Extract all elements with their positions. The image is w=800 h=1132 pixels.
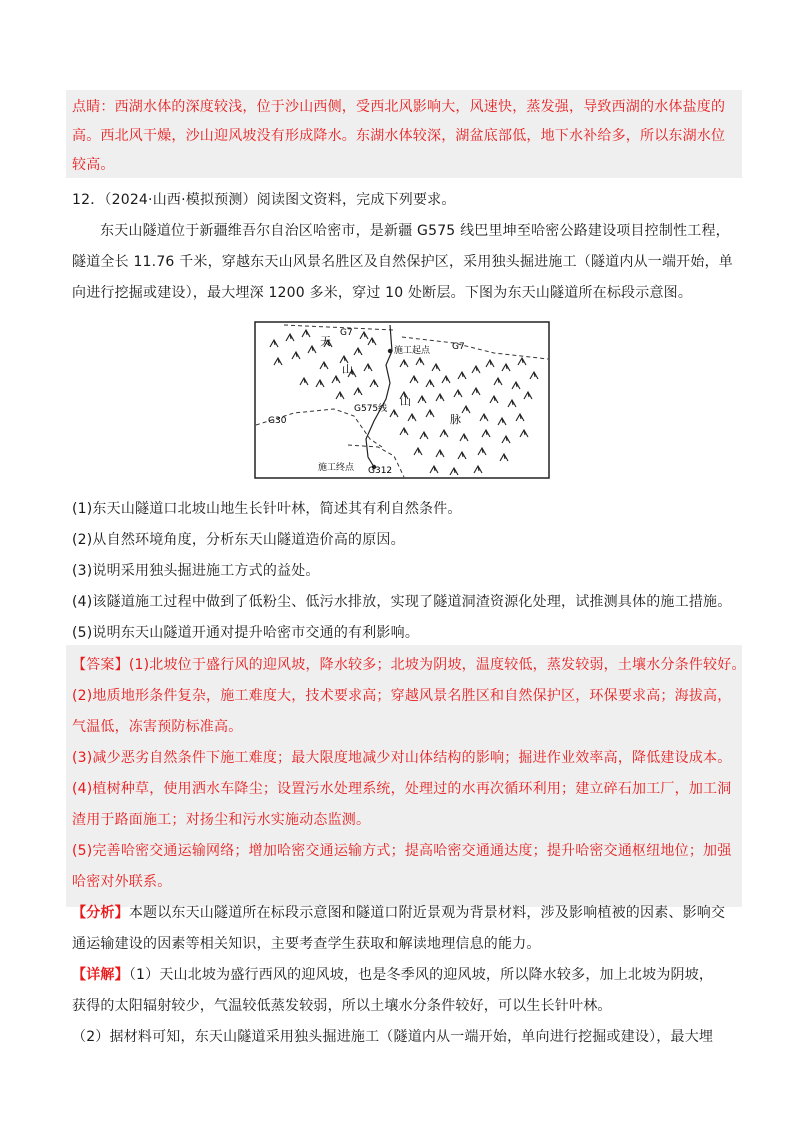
label-g7-top: G7 <box>340 328 353 338</box>
sub-question-2: (2)从自然环境角度，分析东天山隧道造价高的原因。 <box>72 532 405 548</box>
answer-line-7: (5)完善哈密交通运输网络；增加哈密交通运输方式；提高哈密交通通达度；提升哈密交通枢纽地位；加强 <box>72 843 732 859</box>
question-header: 12．（2024·山西·模拟预测）阅读图文资料，完成下列要求。 <box>72 192 456 208</box>
answer-line-3: 气温低，冻害预防标准高。 <box>72 719 243 735</box>
label-g30: G30 <box>268 416 287 426</box>
sub-question-3: (3)说明采用独头掘进施工方式的益处。 <box>72 563 320 579</box>
intro-line-3: 向进行挖掘或建设），最大埋深 1200 多米，穿过 10 处断层。下图为东天山隧道所在标段示意图。 <box>72 285 693 301</box>
answer-line-5: (4)植树种草，使用洒水车降尘；设置污水处理系统，处理过的水再次循环利用；建立碎石加工厂，加工洞 <box>72 781 732 797</box>
sub-question-1: (1)东天山隧道口北坡山地生长针叶林，简述其有利自然条件。 <box>72 501 462 517</box>
label-shan-2: 山 <box>400 395 411 408</box>
intro-line-2: 隧道全长 11.76 千米，穿越东天山风景名胜区及自然保护区，采用独头掘进施工（隧道内从一端开始，单 <box>72 254 733 270</box>
answer-line-1 <box>72 655 746 675</box>
analysis-tag: 【分析】 <box>72 905 129 921</box>
answer-text-1: (1)北坡位于盛行风的迎风坡，降水较多；北坡为阴坡，温度较低，蒸发较弱，土壤水分条件较好。 <box>128 657 746 673</box>
map-svg <box>254 321 550 479</box>
detail-line-3: （2）据材料可知，东天山隧道采用独头掘进施工（隧道内从一端开始，单向进行挖掘或建设），最大埋 <box>72 1029 714 1045</box>
analysis-line-2: 通运输建设的因素等相关知识，主要考查学生获取和解读地理信息的能力。 <box>72 936 541 952</box>
label-g312: G312 <box>368 466 393 476</box>
answer-line-8: 哈密对外联系。 <box>72 874 172 890</box>
label-start: 施工起点 <box>394 346 431 356</box>
label-mai: 脉 <box>450 413 461 426</box>
label-g575: G575线 <box>354 404 388 414</box>
intro-line-1: 东天山隧道位于新疆维吾尔自治区哈密市，是新疆 G575 线巴里坤至哈密公路建设项目控制性工程， <box>100 223 730 239</box>
detail-line-2: 获得的太阳辐射较少，气温较低蒸发较弱，所以土壤水分条件较好，可以生长针叶林。 <box>72 998 612 1014</box>
sub-question-5: (5)说明东天山隧道开通对提升哈密市交通的有利影响。 <box>72 625 420 641</box>
detail-tag: 【详解】 <box>72 967 129 983</box>
note-line-3: 较高。 <box>72 157 115 173</box>
answer-line-2: (2)地质地形条件复杂，施工难度大，技术要求高；穿越风景名胜区和自然保护区，环保要求高；海拔高， <box>72 688 732 704</box>
answer-tag: 【答案】 <box>72 657 129 673</box>
label-end: 施工终点 <box>318 463 355 473</box>
answer-line-4: (3)减少恶劣自然条件下施工难度；最大限度地减少对山体结构的影响；掘进作业效率高，降低建设成本。 <box>72 750 732 766</box>
start-point <box>388 349 392 353</box>
answer-shade <box>66 645 742 907</box>
note-line-1: 点睛：西湖水体的深度较浅，位于沙山西侧，受西北风影响大，风速快，蒸发强，导致西湖的水体盐度的 <box>72 99 726 115</box>
tunnel-map <box>254 321 550 479</box>
detail-line-1 <box>72 965 713 985</box>
answer-line-6: 渣用于路面施工；对扬尘和污水实施动态监测。 <box>72 812 371 828</box>
analysis-line-1 <box>72 903 725 923</box>
note-line-2: 高。西北风干燥，沙山迎风坡没有形成降水。东湖水体较深，湖盆底部低，地下水补给多，所以东湖水位 <box>72 128 726 144</box>
label-g7-right: G7 <box>452 342 465 352</box>
label-shan-1: 山 <box>342 363 353 376</box>
label-tian: 天 <box>320 335 331 348</box>
sub-question-4: (4)该隧道施工过程中做到了低粉尘、低污水排放，实现了隧道洞渣资源化处理，试推测具体的施工措施。 <box>72 594 732 610</box>
analysis-text-1: 本题以东天山隧道所在标段示意图和隧道口附近景观为背景材料，涉及影响植被的因素、影响交 <box>128 905 726 921</box>
detail-text-1: （1）天山北坡为盛行西风的迎风坡，也是冬季风的迎风坡，所以降水较多，加上北坡为阴坡， <box>128 967 714 983</box>
